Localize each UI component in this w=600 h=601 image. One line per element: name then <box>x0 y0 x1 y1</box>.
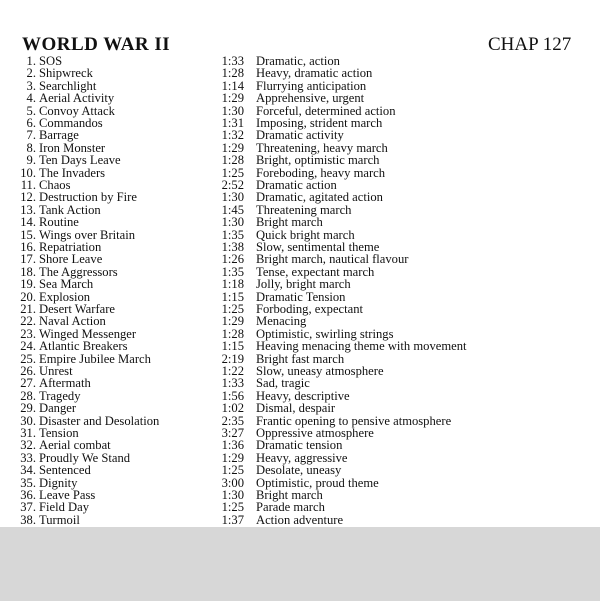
track-number: 9. <box>26 153 36 168</box>
track-duration: 1:36 <box>221 438 244 453</box>
track-number: 10. <box>20 165 36 180</box>
track-description: Dramatic action <box>256 178 337 192</box>
track-duration: 1:14 <box>221 78 244 93</box>
track-title: Wings over Britain <box>39 227 136 242</box>
track-duration: 1:37 <box>221 512 244 527</box>
track-description: Bright march, nautical flavour <box>256 252 409 267</box>
track-duration: 1:33 <box>221 54 244 68</box>
track-description: Quick bright march <box>256 227 355 242</box>
track-duration: 1:30 <box>221 190 244 205</box>
track-row <box>0 278 600 290</box>
track-number: 28. <box>20 388 36 403</box>
track-description: Menacing <box>256 314 307 329</box>
track-row <box>0 129 600 141</box>
track-description: Oppressive atmosphere <box>256 426 374 440</box>
track-description: Tense, expectant march <box>256 264 375 279</box>
track-duration: 3:00 <box>221 475 244 490</box>
track-title: Chaos <box>39 178 71 192</box>
track-number: 35. <box>20 475 36 490</box>
track-title: Field Day <box>39 500 90 515</box>
track-title: Barrage <box>39 128 79 143</box>
track-description: Threatening, heavy march <box>256 140 388 155</box>
track-description: Dramatic, action <box>256 54 340 68</box>
track-title: Searchlight <box>39 78 97 93</box>
track-title: Routine <box>39 215 79 230</box>
track-description: Dismal, despair <box>256 401 336 416</box>
track-row <box>0 439 600 451</box>
track-number: 8. <box>26 140 36 155</box>
track-row <box>0 315 600 327</box>
track-description: Heaving menacing theme with movement <box>256 339 467 354</box>
track-number: 29. <box>20 401 36 416</box>
track-number: 4. <box>26 91 36 106</box>
track-number: 33. <box>20 450 36 465</box>
scan-cutoff-area <box>0 527 600 601</box>
track-description: Imposing, strident march <box>256 116 383 130</box>
track-description: Heavy, aggressive <box>256 450 348 465</box>
track-number: 26. <box>20 364 36 378</box>
track-number: 30. <box>20 413 36 428</box>
track-row <box>0 92 600 104</box>
track-number: 22. <box>20 314 36 329</box>
track-duration: 1:25 <box>221 302 244 316</box>
track-description: Forboding, expectant <box>256 302 364 316</box>
track-title: Shipwreck <box>39 66 93 81</box>
track-description: Desolate, uneasy <box>256 463 342 478</box>
track-description: Frantic opening to pensive atmosphere <box>256 413 452 428</box>
track-description: Action adventure <box>256 512 344 527</box>
track-number: 21. <box>20 302 36 316</box>
track-duration: 1:28 <box>221 153 244 168</box>
track-duration: 1:22 <box>221 364 244 378</box>
track-duration: 1:28 <box>221 66 244 81</box>
track-description: Bright march <box>256 215 323 230</box>
track-number: 34. <box>20 463 36 478</box>
track-description: Parade march <box>256 500 325 515</box>
track-duration: 1:18 <box>221 277 244 292</box>
track-duration: 1:28 <box>221 326 244 341</box>
track-description: Optimistic, proud theme <box>256 475 379 490</box>
track-description: Slow, uneasy atmosphere <box>256 364 384 378</box>
track-title: Empire Jubilee March <box>39 351 151 366</box>
track-title: Tension <box>39 426 79 440</box>
track-title: Sentenced <box>39 463 91 478</box>
track-row <box>0 253 600 265</box>
track-description: Slow, sentimental theme <box>256 240 380 254</box>
track-title: Naval Action <box>39 314 106 329</box>
track-description: Dramatic, agitated action <box>256 190 383 205</box>
track-duration: 3:27 <box>221 426 244 440</box>
track-duration: 1:25 <box>221 463 244 478</box>
track-duration: 1:56 <box>221 388 244 403</box>
track-duration: 1:35 <box>221 264 244 279</box>
track-title: Ten Days Leave <box>39 153 121 168</box>
track-title: Convoy Attack <box>39 103 115 118</box>
track-duration: 1:32 <box>221 128 244 143</box>
track-row <box>0 191 600 203</box>
track-description: Heavy, dramatic action <box>256 66 373 81</box>
track-number: 12. <box>20 190 36 205</box>
track-description: Dramatic activity <box>256 128 344 143</box>
track-duration: 2:35 <box>221 413 244 428</box>
track-title: Tragedy <box>39 388 81 403</box>
track-duration: 1:29 <box>221 140 244 155</box>
track-number: 11. <box>20 178 36 192</box>
track-number: 1. <box>26 54 36 68</box>
track-number: 2. <box>26 66 36 81</box>
track-number: 18. <box>20 264 36 279</box>
track-row <box>0 464 600 476</box>
track-duration: 1:30 <box>221 103 244 118</box>
track-duration: 1:33 <box>221 376 244 391</box>
track-title: Explosion <box>39 289 91 304</box>
track-title: Destruction by Fire <box>39 190 137 205</box>
track-number: 6. <box>26 116 36 130</box>
track-title: Aerial Activity <box>39 91 115 106</box>
track-title: SOS <box>39 54 63 68</box>
track-duration: 1:15 <box>221 289 244 304</box>
track-description: Foreboding, heavy march <box>256 165 386 180</box>
track-duration: 1:25 <box>221 165 244 180</box>
track-description: Bright fast march <box>256 351 345 366</box>
track-description: Threatening march <box>256 202 352 217</box>
track-duration: 1:30 <box>221 488 244 502</box>
track-title: Shore Leave <box>39 252 103 267</box>
track-description: Bright march <box>256 488 323 502</box>
track-description: Flurrying anticipation <box>256 78 367 93</box>
track-number: 20. <box>20 289 36 304</box>
track-title: Aerial combat <box>39 438 111 453</box>
track-number: 5. <box>26 103 36 118</box>
track-row <box>0 154 600 166</box>
track-duration: 1:45 <box>221 202 244 217</box>
track-description: Apprehensive, urgent <box>256 91 365 106</box>
track-title: Iron Monster <box>39 140 106 155</box>
track-number: 36. <box>20 488 36 502</box>
track-title: Turmoil <box>39 512 80 527</box>
track-duration: 1:31 <box>221 116 244 130</box>
track-row <box>0 377 600 389</box>
track-number: 25. <box>20 351 36 366</box>
track-number: 7. <box>26 128 36 143</box>
track-duration: 1:25 <box>221 500 244 515</box>
track-number: 13. <box>20 202 36 217</box>
track-number: 16. <box>20 240 36 254</box>
track-duration: 2:52 <box>221 178 244 192</box>
track-row <box>0 67 600 79</box>
track-description: Bright, optimistic march <box>256 153 380 168</box>
track-title: Desert Warfare <box>39 302 116 316</box>
track-number: 24. <box>20 339 36 354</box>
track-description: Sad, tragic <box>256 376 310 391</box>
track-number: 3. <box>26 78 36 93</box>
track-row <box>0 514 600 526</box>
track-title: Repatriation <box>39 240 102 254</box>
track-row <box>0 501 600 513</box>
track-title: The Aggressors <box>39 264 118 279</box>
track-duration: 1:29 <box>221 91 244 106</box>
track-duration: 1:38 <box>221 240 244 254</box>
track-title: Aftermath <box>39 376 91 391</box>
track-title: Sea March <box>39 277 94 292</box>
track-row <box>0 340 600 352</box>
track-title: Dignity <box>39 475 78 490</box>
track-number: 27. <box>20 376 36 391</box>
track-number: 37. <box>20 500 36 515</box>
track-title: Atlantic Breakers <box>39 339 128 354</box>
track-description: Heavy, descriptive <box>256 388 350 403</box>
track-duration: 1:26 <box>221 252 244 267</box>
track-title: Unrest <box>39 364 73 378</box>
track-title: Disaster and Desolation <box>39 413 160 428</box>
track-duration: 1:29 <box>221 314 244 329</box>
track-description: Optimistic, swirling strings <box>256 326 394 341</box>
track-duration: 2:19 <box>221 351 244 366</box>
track-number: 38. <box>20 512 36 527</box>
track-row <box>0 216 600 228</box>
track-number: 32. <box>20 438 36 453</box>
track-duration: 1:35 <box>221 227 244 242</box>
track-description: Dramatic tension <box>256 438 343 453</box>
track-description: Forceful, determined action <box>256 103 396 118</box>
track-number: 17. <box>20 252 36 267</box>
track-title: The Invaders <box>39 165 106 180</box>
track-title: Leave Pass <box>39 488 96 502</box>
track-title: Tank Action <box>39 202 101 217</box>
track-duration: 1:29 <box>221 450 244 465</box>
track-duration: 1:02 <box>221 401 244 416</box>
track-title: Commandos <box>39 116 103 130</box>
track-title: Danger <box>39 401 77 416</box>
catalog-number: CHAP 127 <box>488 34 572 55</box>
track-title: Proudly We Stand <box>39 450 131 465</box>
track-number: 15. <box>20 227 36 242</box>
track-title: Winged Messenger <box>39 326 137 341</box>
track-number: 14. <box>20 215 36 230</box>
track-description: Dramatic Tension <box>256 289 346 304</box>
track-duration: 1:15 <box>221 339 244 354</box>
album-title: WORLD WAR II <box>22 34 171 55</box>
track-description: Jolly, bright march <box>256 277 351 292</box>
track-duration: 1:30 <box>221 215 244 230</box>
track-number: 19. <box>20 277 36 292</box>
track-number: 31. <box>20 426 36 440</box>
track-row <box>0 402 600 414</box>
track-number: 23. <box>20 326 36 341</box>
